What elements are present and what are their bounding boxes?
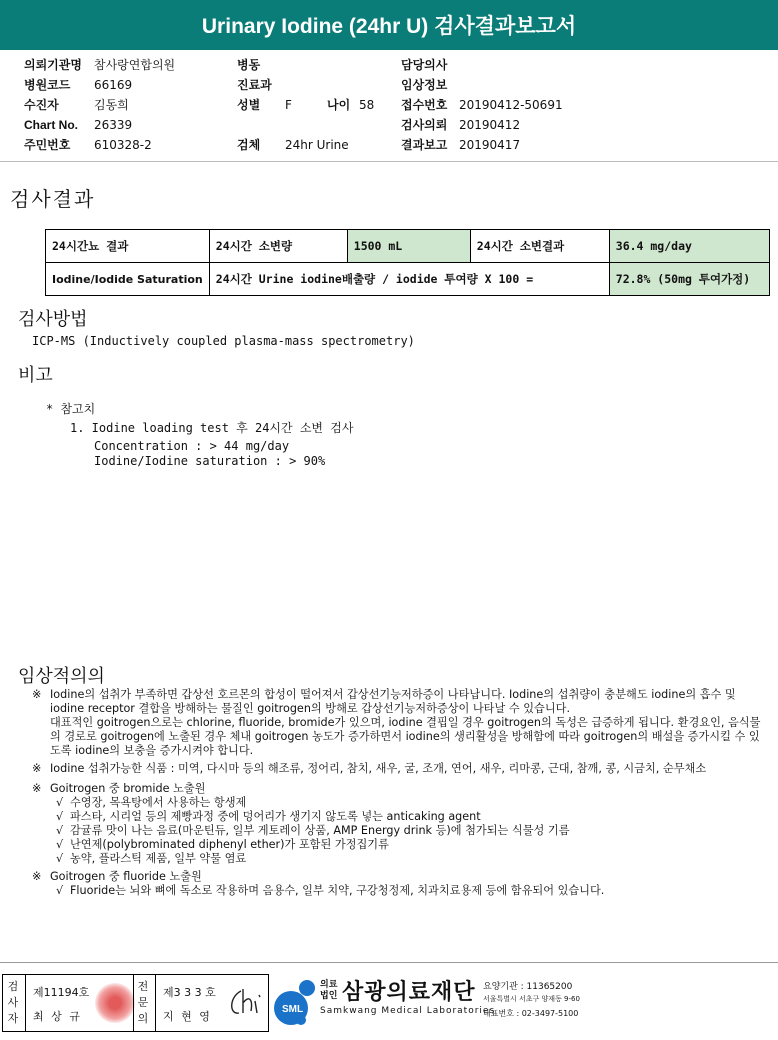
org-name: 삼광의료재단 [342,980,476,1005]
results-heading: 검사결과 [10,189,96,211]
urine-result-value: 36.4 mg/day [609,230,769,263]
table-cell: Iodine/Iodide Saturation [46,263,210,296]
divider [0,161,778,162]
specialist-label: 전문의 [137,980,149,1025]
saturation-value: 72.8% (50mg 투여가정) [609,263,769,296]
note-mark: ※ [32,782,42,795]
reference-title: * 참고치 [46,402,96,416]
list-item: √ 수영장, 목욕탕에서 사용하는 항생제 [56,796,247,809]
ward-label: 병동 [237,58,261,72]
table-cell: 24시간 Urine iodine배출량 / iodide 투여량 X 100 = [209,263,609,296]
table-cell: 24시간뇨 결과 [46,230,210,263]
org-info-address: 서울특별시 서초구 양재동 9-60 [483,995,580,1003]
specialist-license: 제3 3 3 호 [163,986,216,999]
list-item: √ Fluoride는 뇌와 뼈에 독소로 작용하며 음용수, 일부 치약, 구강청정제, 치과치료용제 등에 함유되어 있습니다. [56,884,605,897]
results-table [45,229,770,296]
specialist-name: 지 현 영 [163,1010,212,1023]
header-col1 [24,55,254,155]
method-text: ICP-MS (Inductively coupled plasma-mass spectrometry) [32,334,415,348]
header-row: 병원코드 66169 [24,78,133,92]
reference-item: 1. Iodine loading test 후 24시간 소변 검사 [70,421,354,435]
dept-label: 진료과 [237,78,272,92]
inspector-license: 제11194호 [33,986,90,999]
inspector-name: 최 상 규 [33,1010,82,1023]
report-title: Urinary Iodine (24hr U) 검사결과보고서 [0,0,778,50]
list-item: √ 감귤류 맛이 나는 음료(마운틴듀, 일부 게토레이 상품, AMP Energy drink 등)에 첨가되는 식물성 기름 [56,824,570,837]
clinical-paragraph: ※ Goitrogen 중 bromide 노출원 √ 수영장, 목욕탕에서 사용하는 항생제 √ 파스타, 시리얼 등의 제빵과정 중에 덩어리가 생기지 않도록 넣는 anticaking agent √ 감귤류 맛이 나는 음료(마운틴듀, 일부 게토레이 상품, AMP Energy drink 등)에 첨가되는 식물성 기름 √ 난연제(polybrominated diphenyl ether)가 포함된 가정집기류 √ 농약, 플라스틱 제품, 일부 약물 염료 [32,782,770,866]
clinical-heading: 임상적의의 [18,666,105,686]
sml-logo-icon [271,974,319,1028]
clinical-paragraph: ※ Iodine 섭취가능한 식품 : 미역, 다시마 등의 해조류, 정어리, 참치, 새우, 굴, 조개, 연어, 새우, 리마콩, 근대, 참깨, 콩, 시금치, 순무채소 [32,762,707,775]
table-cell: 24시간 소변결과 [470,230,609,263]
urine-volume-value: 1500 mL [347,230,470,263]
header-col2 [237,55,397,155]
header-row: 주민번호 610328-2 [24,138,152,152]
specimen-label: 검체 [237,138,261,152]
list-item: √ 농약, 플라스틱 제품, 일부 약물 염료 [56,852,247,865]
remarks-heading: 비고 [18,365,53,385]
specimen-value: 24hr Urine [285,138,349,152]
org-info-code: 요양기관 : 11365200 [483,982,573,992]
check-icon: √ [56,838,64,851]
check-icon: √ [56,824,64,837]
note-mark: ※ [32,870,42,883]
sex-label: 성별 [237,98,261,112]
clinical-paragraph: ※ Iodine의 섭취가 부족하면 갑상선 호르몬의 합성이 떨어져서 갑상선기능저하증이 나타납니다. Iodine의 섭취량이 충분해도 iodine의 흡수 및 iodine receptor 결합을 방해하는 물질인 goitrogen의 방해로 갑상선기능저하증상이 나타날 수 있습니다. 대표적인 goitrogen으로는 chlorine, fluoride, bromide가 있으며, iodine 결핍일 경우 goitrogen의 독성은 급증하게 됩니다. 환경요인, 음식물의 경로로 goitrogen에 노출된 경우 체내 goitrogen 농도가 증가하면서 iodine의 생리활성을 방해함에 따라 goitrogen의 배설을 증가시킬 수 있도록 iodine의 보충을 증가시켜야 합니다. [32,688,761,757]
inspector-label: 검사자 [7,980,19,1025]
reference-concentration: Concentration : > 44 mg/day [94,439,290,453]
header-row: 의뢰기관명 참사랑연합의원 [24,58,176,72]
header-col3: 담당의사 임상정보 접수번호 20190412-50691 검사의뢰 20190412 결과보고 20190417 [401,58,563,152]
reference-saturation: Iodine/Iodine saturation : > 90% [94,454,326,468]
method-heading: 검사방법 [18,309,88,329]
table-row [46,263,770,296]
footer-divider [0,962,778,963]
signature-box [2,974,269,1032]
sex-value: F [285,98,292,112]
clinical-paragraph: ※ Goitrogen 중 fluoride 노출원 √ Fluoride는 뇌와 뼈에 독소로 작용하며 음용수, 일부 치약, 구강청정제, 치과치료용제 등에 함유되어 있습니다. [32,870,770,898]
signature-icon [225,985,263,1021]
table-row [46,230,770,263]
note-mark: ※ [32,688,42,701]
check-icon: √ [56,884,64,897]
header-row: Chart No. 26339 [24,118,133,132]
clinical-section [32,688,770,898]
check-icon: √ [56,810,64,823]
check-icon: √ [56,852,64,865]
header-row: 수진자 김동희 [24,98,129,112]
age-label: 나이 [327,98,351,112]
logo-text: SML [282,1004,304,1015]
note-mark: ※ [32,762,42,775]
org-info-phone: 대표번호 : 02-3497-5100 [483,1009,579,1018]
seal-stamp-icon [95,983,135,1023]
check-icon: √ [56,796,64,809]
org-prefix: 의료법인 [320,980,338,1001]
list-item: √ 난연제(polybrominated diphenyl ether)가 포함된 가정집기류 [56,838,389,851]
table-cell: 24시간 소변량 [209,230,347,263]
age-value: 58 [359,98,375,112]
list-item: √ 파스타, 시리얼 등의 제빵과정 중에 덩어리가 생기지 않도록 넣는 anticaking agent [56,810,481,823]
org-english-name: Samkwang Medical Laboratories [320,1006,496,1016]
